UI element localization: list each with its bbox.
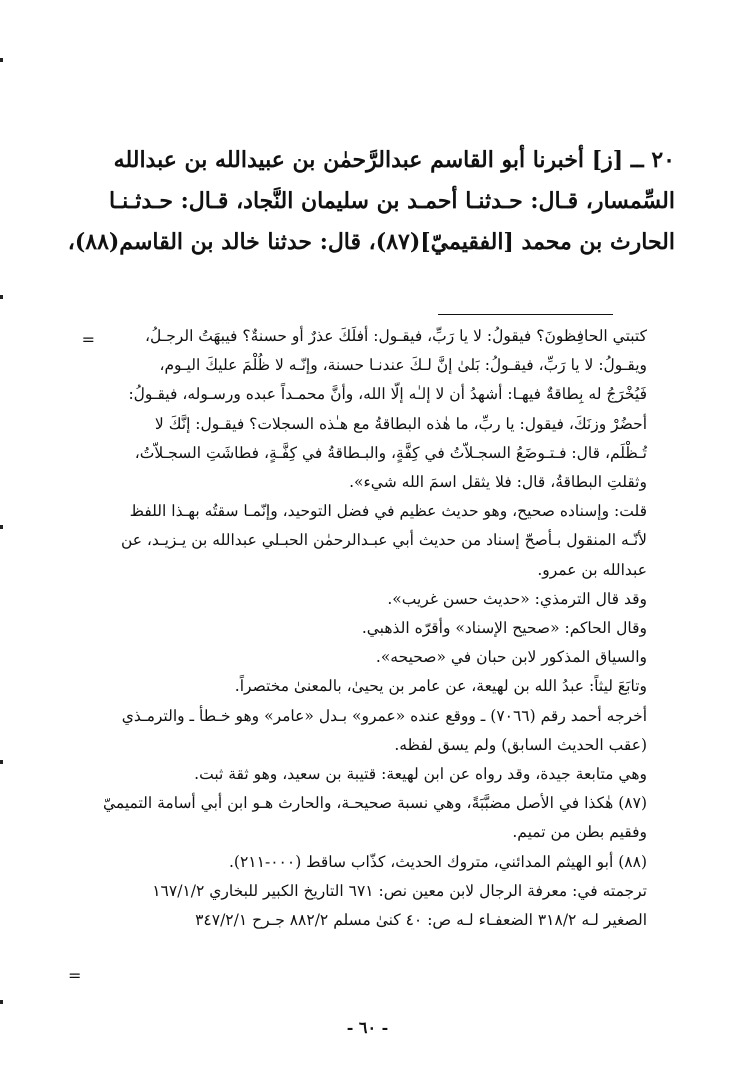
main-text-line: ٢٠ ــ [ز] أخبرنا أبو القاسم عبدالرَّحمٰن بن عبيدالله بن عبدالله xyxy=(113,147,675,173)
footnote-line: (عقب الحديث السابق) ولم يسق لفظه. xyxy=(394,735,647,754)
footnote-line: تُـظْلَم، قال: فـتـوضَعُ السجـلاّتُ في كِفَّةٍ، والبـطاقةُ في كِفَّـةٍ، فطاشَتِ السجـلاّتُ، xyxy=(134,443,647,462)
footnote-87: (٨٧) هٰكذا في الأصل مضبَّبَةً، وهي نسبة صحيحـة، والحارث هـو ابن أبي أسامة التميميّ xyxy=(102,794,647,813)
main-text-line: الحارث بن محمد [الفقيميّ](٨٧)، قال: حدثنا خالد بن القاسم(٨٨)، xyxy=(67,229,675,255)
footnote-line: والسياق المذكور لابن حبان في «صحيحه». xyxy=(375,648,647,667)
continuation-marker-end: = xyxy=(68,966,82,985)
footnote-line: ترجمته في: معرفة الرجال لابن معين نص: ٦٧١ التاريخ الكبير للبخاري ١٦٧/١/٢ xyxy=(152,881,647,900)
footnote-line: وقال الحاكم: «صحيح الإسناد» وأقرّه الذهبي. xyxy=(361,619,647,638)
main-text xyxy=(58,140,675,263)
footnote-88: (٨٨) أبو الهيثم المدائني، متروك الحديث، كذّاب ساقط (٠٠٠-٢١١). xyxy=(229,852,647,871)
footnote-line: الصغير لـه ٣١٨/٢ الضعفـاء لـه ص: ٤٠ كنىٰ مسلم ٨٨٢/٢ جـرح ٣٤٧/٢/١ xyxy=(195,911,647,930)
footnote-line: أحضُرْ وزنَكَ، فيقول: يا ربِّ، ما هٰذه البطاقةُ مع هـٰذه السجلات؟ فيقـول: إنَّكَ لا xyxy=(154,414,647,433)
footnote-line: وتابَعَ ليثاً: عبدُ الله بن لهيعة، عن عامر بن يحيىٰ، بالمعنىٰ مختصراً. xyxy=(234,677,647,696)
footnote-line: وهي متابعة جيدة، وقد رواه عن ابن لهيعة: قتيبة بن سعيد، وهو ثقة ثبت. xyxy=(194,765,647,784)
footnote-line: كتبتي الحافِظونَ؟ فيقولُ: لا يا رَبِّ، فيقـول: أفلَكَ عذرٌ أو حسنةٌ؟ فيبهَتُ الرجـلُ، xyxy=(144,327,647,345)
footnote-line: عبدالله بن عمرو. xyxy=(537,560,647,579)
scan-edge-mark xyxy=(0,295,3,299)
footnote-line: أخرجه أحمد رقم (٧٠٦٦) ـ ووقع عنده «عمرو» بـدل «عامر» وهو خـطأ ـ والترمـذي xyxy=(121,706,647,725)
scan-edge-mark xyxy=(0,760,3,764)
scan-edge-mark xyxy=(0,58,3,62)
footnote-line: ويقـولُ: لا يا رَبِّ، فيقـولُ: بَلىٰ إنَّ لـكَ عندنـا حسنة، وإنّـه لا ظُلْمَ عليكَ اليـوم، xyxy=(159,356,647,375)
footnote-line: وثقلتِ البطاقةُ، قال: فلا يثقل اسمَ الله شيء». xyxy=(349,473,647,492)
footnote-separator xyxy=(438,314,613,315)
scan-edge-mark xyxy=(0,525,3,529)
page-number: - ٦٠ - xyxy=(346,1018,389,1037)
continuation-marker-start: = xyxy=(81,330,95,349)
footnote-line: قلت: وإسناده صحيح، وهو حديث عظيم في فضل التوحيد، وإنّمـا سقتُه بهـذا اللفظ xyxy=(129,502,647,521)
footnote-line: فَيُخْرَجُ له بِطاقةٌ فيهـا: أشهدُ أن لا إلـٰه إلّا الله، وأنَّ محمـداً عبده ورسـوله، فيقـولُ: xyxy=(128,385,647,404)
footnote-line: لأنّـه المنقول بـأصحّ إسناد من حديث أبي عبـدالرحمٰن الحبـلي عبدالله بن يـزيـد، عن xyxy=(120,531,647,550)
footnotes xyxy=(56,322,647,935)
footnote-line: وفقيم بطن من تميم. xyxy=(512,823,647,842)
main-text-line: السِّمسار، قـال: حـدثنـا أحمـد بن سليمان النَّجاد، قـال: حـدثـنـا xyxy=(109,188,675,214)
scan-edge-mark xyxy=(0,1000,3,1004)
footnote-line: وقد قال الترمذي: «حديث حسن غريب». xyxy=(387,589,647,608)
